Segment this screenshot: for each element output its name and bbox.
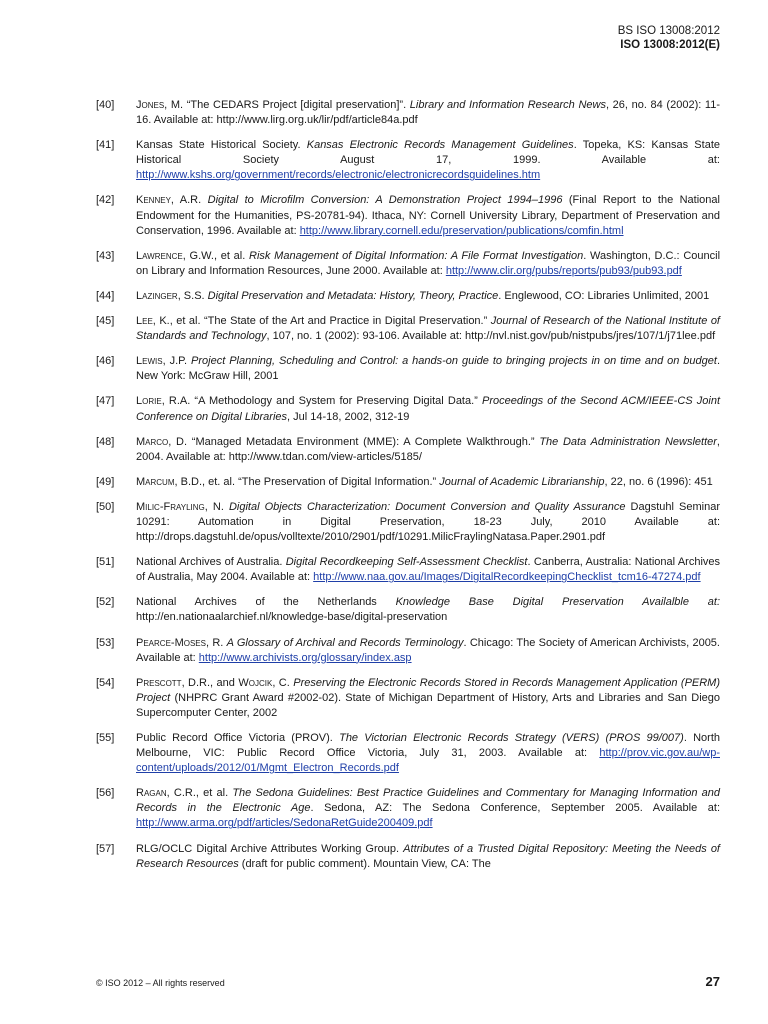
page-footer [96,974,720,989]
page-number: 27 [705,974,720,989]
reference-title: Risk Management of Digital Information: A File Format Investigation [249,249,584,262]
copyright-notice: © ISO 2012 – All rights reserved [96,978,225,988]
reference-author: Lazinger [136,289,178,302]
reference-text [136,314,720,344]
reference-text-segment: , C.R., et al. [166,787,233,800]
reference-number: [41] [96,139,115,152]
reference-title: Library and Information Research News [409,99,606,111]
reference-number: [56] [96,787,115,800]
reference-text-segment: . New York: McGraw Hill, 2001 [136,355,721,383]
reference-entry [96,475,720,490]
reference-entry [96,289,720,304]
reference-text [136,636,720,666]
reference-number: [50] [96,500,115,513]
reference-entry [96,354,720,384]
reference-number: [53] [96,636,115,649]
reference-text [136,394,720,424]
reference-text-segment: . Chicago: The Society of American Archivists, 2005. Available at: [136,636,720,664]
reference-title: A Glossary of Archival and Records Terminology [226,636,464,649]
reference-url-link[interactable]: http://www.arma.org/pdf/articles/SedonaRetGuide200409.pdf [136,817,433,830]
reference-author: Lorie [136,395,162,408]
reference-number: [43] [96,249,115,262]
reference-text-segment: , C. [272,676,294,689]
reference-text-segment: . Topeka, KS: Kansas State Historical Society August 17, 1999. Available at: [136,139,720,167]
reference-text-segment: , 107, no. 1 (2002): 93-106. Available at: http://nvl.nist.gov/pub/nistpubs/jres/107/1/j71lee.pdf [266,330,716,343]
reference-entry [96,842,720,872]
reference-text-segment: . Canberra, Australia: National Archives of Australia, May 2004. Available at: [136,556,721,584]
reference-text [136,193,720,238]
reference-entry [96,249,720,279]
reference-text [136,475,720,490]
reference-text-segment: . Sedona, AZ: The Sedona Conference, September 2005. Available at: [310,802,720,815]
reference-number: [51] [96,556,115,569]
reference-number: [44] [96,289,115,302]
reference-number: [47] [96,395,115,408]
reference-number: [42] [96,194,115,207]
reference-number: [49] [96,475,115,488]
reference-author: Prescott [136,676,182,689]
reference-text [136,249,720,279]
reference-text-segment: , R. [205,636,227,649]
reference-text [136,731,720,776]
reference-text-segment: , B.D., et. al. “The Preservation of Digital Information.” [174,475,440,488]
reference-number: [46] [96,355,115,368]
reference-entry [96,731,720,776]
reference-title: The Sedona Guidelines: Best Practice Guidelines and Commentary for Managing Information and Records in the Electronic Age [136,787,720,815]
document-header [618,24,720,52]
reference-number: [52] [96,596,115,609]
reference-text-segment: . Englewood, CO: Libraries Unlimited, 2001 [498,289,710,302]
reference-text [136,676,720,721]
reference-author: Lawrence [136,249,183,262]
reference-url-link[interactable]: http://www.archivists.org/glossary/index.asp [198,651,412,664]
reference-number: [55] [96,732,115,744]
reference-title: Proceedings of the Second ACM/IEEE-CS Joint Conference on Digital Libraries [136,395,720,423]
reference-number: [57] [96,842,115,855]
reference-title: Preserving the Electronic Records Stored in Records Management Application (PERM) Project [136,676,721,704]
reference-url-link[interactable]: http://www.clir.org/pubs/reports/pub93/pub93.pdf [445,264,682,277]
standard-id-iso: ISO 13008:2012(E) [620,39,720,51]
reference-url-link[interactable]: http://www.kshs.org/government/records/electronic/electronicrecordsguidelines.htm [136,169,541,182]
reference-title: The Victorian Electronic Records Strategy (VERS) (PROS 99/007) [339,732,684,744]
reference-text-segment: , K., et al. “The State of the Art and Practice in Digital Preservation.” [152,315,491,328]
reference-text-segment: , N. [204,500,229,513]
reference-text [136,354,720,384]
reference-text-segment: , 26, no. 84 (2002): 11-16. Available at: http://www.lirg.org.uk/lir/pdf/article84a.pdf [136,99,721,127]
reference-text-segment: , A.R. [170,194,208,207]
reference-text [136,500,720,545]
reference-author: Wojcik [238,676,273,689]
reference-text [136,595,720,625]
reference-entry [96,786,720,831]
reference-author: Milic-Frayling [136,500,205,513]
reference-title: Knowledge Base Digital Preservation Availalble at: [395,596,720,609]
reference-text-segment: , D.R., and [181,676,239,689]
reference-text-segment: (draft for public comment). Mountain View, CA: The [238,857,491,870]
reference-text [136,98,720,128]
reference-author: Lee [136,315,153,328]
reference-text-segment: , J.P. [162,355,192,368]
reference-text [136,435,720,465]
reference-entry [96,314,720,344]
reference-text-segment: , 2004. Available at: http://www.tdan.com/view-articles/5185/ [136,435,720,463]
reference-number: [45] [96,315,115,328]
reference-number: [48] [96,435,115,448]
reference-text-segment: Public Record Office Victoria (PROV). [136,732,340,744]
reference-text [136,842,720,872]
reference-text [136,786,720,831]
reference-title: Digital Preservation and Metadata: History, Theory, Practice [207,289,499,302]
reference-list [96,98,720,882]
reference-number: [54] [96,676,115,689]
reference-text-segment: National Archives of Australia. [136,556,286,569]
reference-title: Project Planning, Scheduling and Control: a hands-on guide to bringing projects in on time and on budget [191,355,717,368]
reference-entry [96,394,720,424]
reference-text [136,138,720,183]
reference-text-segment: http://en.nationaalarchief.nl/knowledge-base/digital-preservation [136,611,448,624]
reference-entry [96,676,720,721]
reference-text-segment: Dagstuhl Seminar 10291: Automation in Digital Preservation, 18-23 July, 2010 Available at: http://drops.dagstuhl.de/opus/volltexte/2010/2901/pdf/10291.MilicFraylingNatasa.Paper.2901.pdf [136,500,720,544]
reference-entry [96,98,720,128]
reference-author: Kenney [136,194,171,207]
reference-text-segment: . North Melbourne, VIC: Public Record Office Victoria, July 31, 2003. Available at: [136,732,721,760]
reference-entry [96,193,720,238]
reference-text-segment: , D. “Managed Metadata Environment (MME): A Complete Walkthrough.” [168,435,540,448]
reference-number: [40] [96,99,115,111]
reference-author: Jones [136,99,165,111]
reference-entry [96,500,720,545]
reference-entry [96,595,720,625]
reference-title: The Data Administration Newsletter [539,435,717,448]
reference-title: Attributes of a Trusted Digital Repository: Meeting the Needs of Research Resources [136,842,720,870]
reference-title: Kansas Electronic Records Management Guidelines [306,139,574,152]
reference-author: Marco [136,435,169,448]
reference-entry [96,435,720,465]
reference-author: Pearce-Moses [136,636,206,649]
reference-url-link[interactable]: http://www.library.cornell.edu/preservation/publications/comfin.html [299,224,624,237]
reference-author: Marcum [136,475,175,488]
reference-text-segment: , S.S. [177,289,208,302]
reference-entry [96,138,720,183]
reference-title: Digital Objects Characterization: Document Conversion and Quality Assurance [228,500,626,513]
reference-text [136,289,720,304]
reference-text-segment: , Jul 14-18, 2002, 312-19 [287,410,410,423]
reference-url-link[interactable]: http://www.naa.gov.au/Images/DigitalRecordkeepingChecklist_tcm16-47274.pdf [313,571,701,584]
reference-text-segment: National Archives of the Netherlands [136,596,396,609]
reference-url-link[interactable]: http://prov.vic.gov.au/wp-content/uploads/2012/01/Mgmt_Electron_Records.pdf [136,747,720,775]
reference-text-segment: , R.A. “A Methodology and System for Preserving Digital Data.” [161,395,482,408]
reference-entry [96,636,720,666]
reference-text-segment: . Washington, D.C.: Council on Library and Information Resources, June 2000. Available at: [136,249,721,277]
reference-entry [96,555,720,585]
reference-text-segment: Kansas State Historical Society. [136,139,307,152]
standard-id-bs: BS ISO 13008:2012 [617,25,720,37]
reference-title: Journal of Academic Librarianship [439,475,605,488]
reference-text-segment: RLG/OCLC Digital Archive Attributes Working Group. [136,842,404,855]
reference-text-segment: , M. “The CEDARS Project [digital preservation]”. [164,99,410,111]
reference-text-segment: (NHPRC Grant Award #2002-02). State of Michigan Department of History, Arts and Libraries and San Diego Supercomputer Center, 2002 [136,691,720,719]
reference-text-segment: , G.W., et al. [182,249,250,262]
reference-text-segment: , 22, no. 6 (1996): 451 [604,475,713,488]
reference-text [136,555,720,585]
reference-title: Digital to Microfilm Conversion: A Demonstration Project 1994–1996 [207,194,563,207]
reference-title: Journal of Research of the National Institute of Standards and Technology [136,315,720,343]
reference-title: Digital Recordkeeping Self-Assessment Checklist [285,556,528,569]
reference-text-segment: (Final Report to the National Endowment for the Humanities, PS-20781-94). Ithaca, NY: Cornell University Library, Department of Preservation and Conservation, 1996. Available at: [136,194,720,237]
reference-author: Ragan [136,787,167,800]
reference-author: Lewis [136,355,163,368]
